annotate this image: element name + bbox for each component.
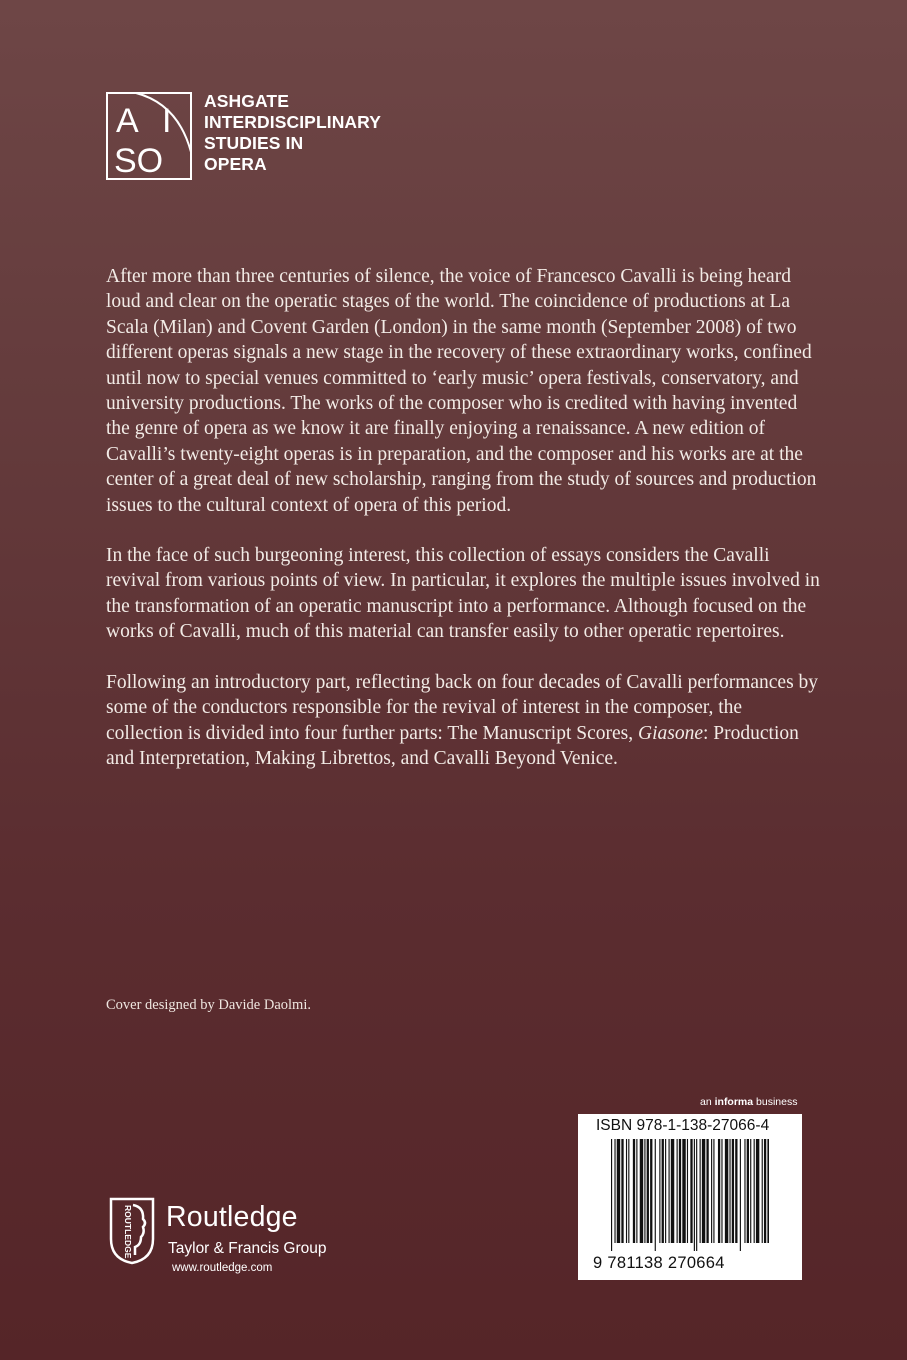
informa-prefix: an [700,1096,712,1108]
blurb-paragraph-3-start: Following an introductory part, reflecting back on four decades of Cavalli performances by some of the conductors responsible for the revival of interest in the composer, the collection is divided into four further parts: The Manuscript Scores, [106,671,819,744]
publisher-group: Taylor & Francis Group [168,1240,327,1257]
series-title-line: INTERDISCIPLINARY [204,112,382,132]
cover-credit: Cover designed by Davide Daolmi. [106,997,311,1013]
isbn-barcode [578,1114,802,1280]
aiso-logo-icon [106,92,192,180]
series-title [204,91,381,175]
blurb-paragraph-3-end: : Production and Interpretation, Making Librettos, and Cavalli Beyond Venice. [106,722,799,769]
informa-tagline [700,1096,798,1108]
barcode-bars-icon [611,1139,769,1251]
informa-suffix: business [756,1096,798,1108]
blurb-paragraph-2: In the face of such burgeoning interest, this collection of essays considers the Cavalli revival from various points of view. In particular, it explores the multiple issues involved in the transformation of an operatic manuscript into a performance. Although focused on the works of Cavalli, much of this material can transfer easily to other operatic repertoires. [106,545,820,643]
publisher-name: Routledge [166,1201,298,1233]
barcode-digits: 9 781138 270664 [593,1254,725,1272]
series-title-line: ASHGATE [204,91,289,111]
logo-letters-so: SO [114,142,164,180]
back-cover-blurb [106,264,822,796]
routledge-vertical-label: ROUTLEDGE [123,1205,133,1259]
publisher-website[interactable]: www.routledge.com [172,1262,273,1274]
logo-letter-i: I [162,102,172,140]
blurb-paragraph-3-italic: Giasone [637,722,703,744]
isbn-label: ISBN 978-1-138-27066-4 [596,1117,770,1134]
blurb-paragraph-3 [106,670,822,772]
series-logo [106,92,192,180]
series-title-line: STUDIES IN [204,133,304,153]
logo-letter-a: A [116,102,139,140]
informa-brand: informa [714,1096,754,1108]
blurb-paragraph-1: After more than three centuries of silence, the voice of Francesco Cavalli is being heard loud and clear on the operatic stages of the world. The coincidence of productions at La Scala (Milan) and Covent Garden (London) in the same month (September 2008) of two different operas signals a new stage in the recovery of these extraordinary works, confined until now to special venues committed to ‘early music’ opera festivals, conservatory, and university productions. The works of the composer who is credited with having invented the genre of opera as we know it are finally enjoying a renaissance. A new edition of Cavalli’s twenty-eight operas is in preparation, and the composer and his works are at the center of a great deal of new scholarship, ranging from the study of sources and production issues to the cultural context of opera of this period. [106,266,817,516]
routledge-logo-icon [107,1197,157,1265]
series-title-line: OPERA [204,154,267,174]
